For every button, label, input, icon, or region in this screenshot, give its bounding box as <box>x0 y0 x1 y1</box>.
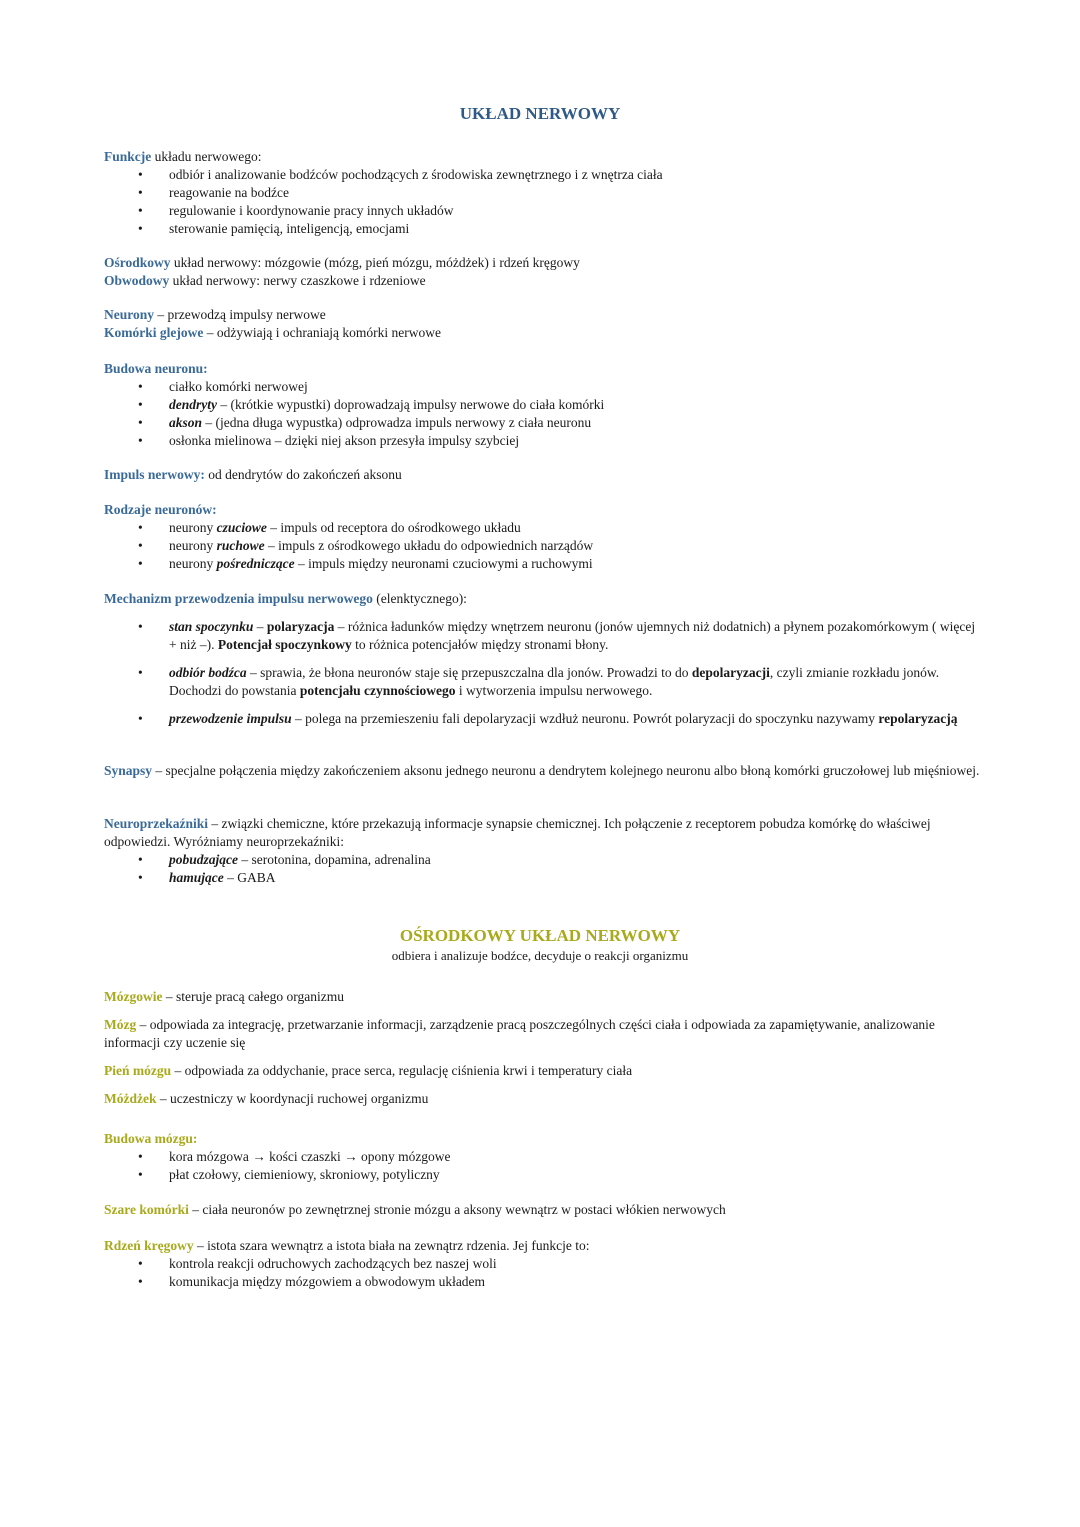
section-budowa-neuronu <box>104 360 984 450</box>
list-item: • kontrola reakcji odruchowych zachodzących bez naszej woli <box>138 1256 497 1271</box>
list-item: • akson – (jedna długa wypustka) odprowadza impuls nerwowy z ciała neuronu <box>138 415 592 430</box>
list-budowa-mozgu <box>104 1148 984 1184</box>
term-synapsy: Synapsy <box>104 763 153 778</box>
list-item: • komunikacja między mózgowiem a obwodowym układem <box>138 1274 486 1289</box>
list-item: • odbiór bodźca – sprawia, że błona neuronów staje się przepuszczalna dla jonów. Prowadzi to do depolaryzacji, czyli zmianie rozkładu jonów. Dochodzi do powstania potencjału czynnościowego i wytworzenia impulsu nerwowego. <box>138 665 940 698</box>
section-mechanizm: Mechanizm przewodzenia impulsu nerwowego (elenktycznego): • stan spoczynku – polaryzacja – różnica ładunków między wnętrzem neuronu (jonów ujemnych niż dodatnich) a płynem pozakomórkowym ( więcej + niż –). Potencjał spoczynkowy to różnica potencjałów między stronami błony. • odbiór bodźca – sprawia, że błona neuronów staje się przepuszczalna dla jonów. Prowadzi to do depolaryzacji, czyli zmianie rozkładu jonów. Dochodzi do powstania potencjału czynnościowego i wytworzenia impulsu nerwowego. • przewodzenie impulsu – polega na przemieszeniu fali depolaryzacji wzdłuż neuronu. Powrót polaryzacji do spoczynku nazywamy repolaryzacją <box>104 590 984 728</box>
term-neurony: Neurony <box>104 307 155 322</box>
term-impuls: Impuls nerwowy: <box>104 467 205 482</box>
list-item: • hamujące – GABA <box>138 870 276 885</box>
section-impuls: Impuls nerwowy: od dendrytów do zakończeń aksonu <box>104 467 402 482</box>
section-mozgowie: Mózgowie – steruje pracą całego organizmu Mózg – odpowiada za integrację, przetwarzanie informacji, zarządzenie pracą poszczególnych części ciała i odpowiada za zapamiętywanie, analizowanie informacji czy uczenie się Pień mózgu – odpowiada za oddychanie, prace serca, regulację ciśnienia krwi i temperatury ciała Móżdżek – uczestniczy w koordynacji ruchowej organizmu <box>104 989 935 1106</box>
heading-rodzaje: Rodzaje neuronów: <box>104 502 217 517</box>
list-item: • neurony ruchowe – impuls z ośrodkowego układu do odpowiednich narządów <box>138 538 594 553</box>
list-item: • kora mózgowa → kości czaszki → opony mózgowe <box>138 1149 451 1164</box>
term-mozg: Mózg <box>104 1017 137 1032</box>
list-item: • sterowanie pamięcią, inteligencją, emocjami <box>138 221 410 236</box>
heading-budowa-mozgu: Budowa mózgu: <box>104 1131 198 1146</box>
list-item: • neurony czuciowe – impuls od receptora do ośrodkowego układu <box>138 520 521 535</box>
list-item: • osłonka mielinowa – dzięki niej akson przesyła impulsy szybciej <box>138 433 520 448</box>
term-neuroprzekazniki: Neuroprzekaźniki <box>104 816 208 831</box>
section-neurony: Neurony – przewodzą impulsy nerwowe Komórki glejowe – odżywiają i ochraniają komórki nerwowe <box>104 307 442 340</box>
section-uklad: Ośrodkowy układ nerwowy: mózgowie (mózg, pień mózgu, móżdżek) i rdzeń kręgowy Obwodowy układ nerwowy: nerwy czaszkowe i rdzeniowe <box>104 255 580 288</box>
list-item: • reagowanie na bodźce <box>138 185 289 200</box>
list-item: • pobudzające – serotonina, dopamina, adrenalina <box>138 852 431 867</box>
term-mozgowie: Mózgowie <box>104 989 163 1004</box>
term-glejowe: Komórki glejowe <box>104 325 204 340</box>
section-title-osrodkowy: OŚRODKOWY UKŁAD NERWOWY <box>399 926 681 945</box>
list-budowa <box>104 378 984 450</box>
section-funkcje <box>104 148 984 238</box>
list-item: • stan spoczynku – polaryzacja – różnica ładunków między wnętrzem neuronu (jonów ujemnych niż dodatnich) a płynem pozakomórkowym ( więcej + niż –). Potencjał spoczynkowy to różnica potencjałów między stronami błony. <box>138 619 976 652</box>
term-mozdzek: Móżdżek <box>104 1091 157 1106</box>
section-rdzen: Rdzeń kręgowy – istota szara wewnątrz a istota biała na zewnątrz rdzenia. Jej funkcje to: • kontrola reakcji odruchowych zachodzących bez naszej woli • komunikacja między mózgowiem a obwodowym układem <box>104 1237 984 1291</box>
list-item: • neurony pośredniczące – impuls między neuronami czuciowymi a ruchowymi <box>138 556 593 571</box>
term-szare-komorki: Szare komórki <box>104 1202 189 1217</box>
list-item: • dendryty – (krótkie wypustki) doprowadzają impulsy nerwowe do ciała komórki <box>138 397 605 412</box>
list-item: • odbiór i analizowanie bodźców pochodzących z środowiska zewnętrznego i z wnętrza ciała <box>138 167 663 182</box>
page-title: UKŁAD NERWOWY <box>459 104 621 123</box>
section-budowa-mozgu <box>104 1130 984 1184</box>
list-item: • płat czołowy, ciemieniowy, skroniowy, potyliczny <box>138 1167 440 1182</box>
heading-mechanizm: Mechanizm przewodzenia impulsu nerwowego <box>104 591 373 606</box>
term-rdzen: Rdzeń kręgowy <box>104 1238 194 1253</box>
section-subtitle: odbiera i analizuje bodźce, decyduje o reakcji organizmu <box>391 948 689 963</box>
section-synapsy: Synapsy – specjalne połączenia między zakończeniem aksonu jednego neuronu a dendrytem kolejnego neuronu albo błoną komórki gruczołowej lub mięśniowej. <box>104 763 980 778</box>
list-neuroprzekazniki <box>104 851 984 887</box>
term-pien-mozgu: Pień mózgu <box>104 1063 172 1078</box>
text: układu nerwowego: <box>151 149 262 164</box>
term-osrodkowy: Ośrodkowy <box>104 255 171 270</box>
heading-budowa-neuronu: Budowa neuronu: <box>104 361 208 376</box>
term-obwodowy: Obwodowy <box>104 273 170 288</box>
section-rodzaje <box>104 501 984 573</box>
list-item: • ciałko komórki nerwowej <box>138 379 308 394</box>
term-funkcje: Funkcje <box>104 149 152 164</box>
list-item: • regulowanie i koordynowanie pracy innych układów <box>138 203 454 218</box>
list-funkcje <box>104 166 984 238</box>
section-szare-komorki: Szare komórki – ciała neuronów po zewnętrznej stronie mózgu a aksony wewnątrz w postaci włókien nerwowych <box>104 1202 726 1217</box>
section-neuroprzekazniki: Neuroprzekaźniki – związki chemiczne, które przekazują informacje synapsie chemicznej. Ich połączenie z receptorem pobudza komórkę do właściwej odpowiedzi. Wyróżniamy neuroprzekaźniki: • pobudzające – serotonina, dopamina, adrenalina • hamujące – GABA <box>104 815 984 887</box>
list-mechanizm <box>104 618 984 728</box>
list-item: • przewodzenie impulsu – polega na przemieszeniu fali depolaryzacji wzdłuż neuronu. Powrót polaryzacji do spoczynku nazywamy repolaryzacją <box>138 711 958 726</box>
list-rdzen <box>104 1255 984 1291</box>
list-rodzaje <box>104 519 984 573</box>
